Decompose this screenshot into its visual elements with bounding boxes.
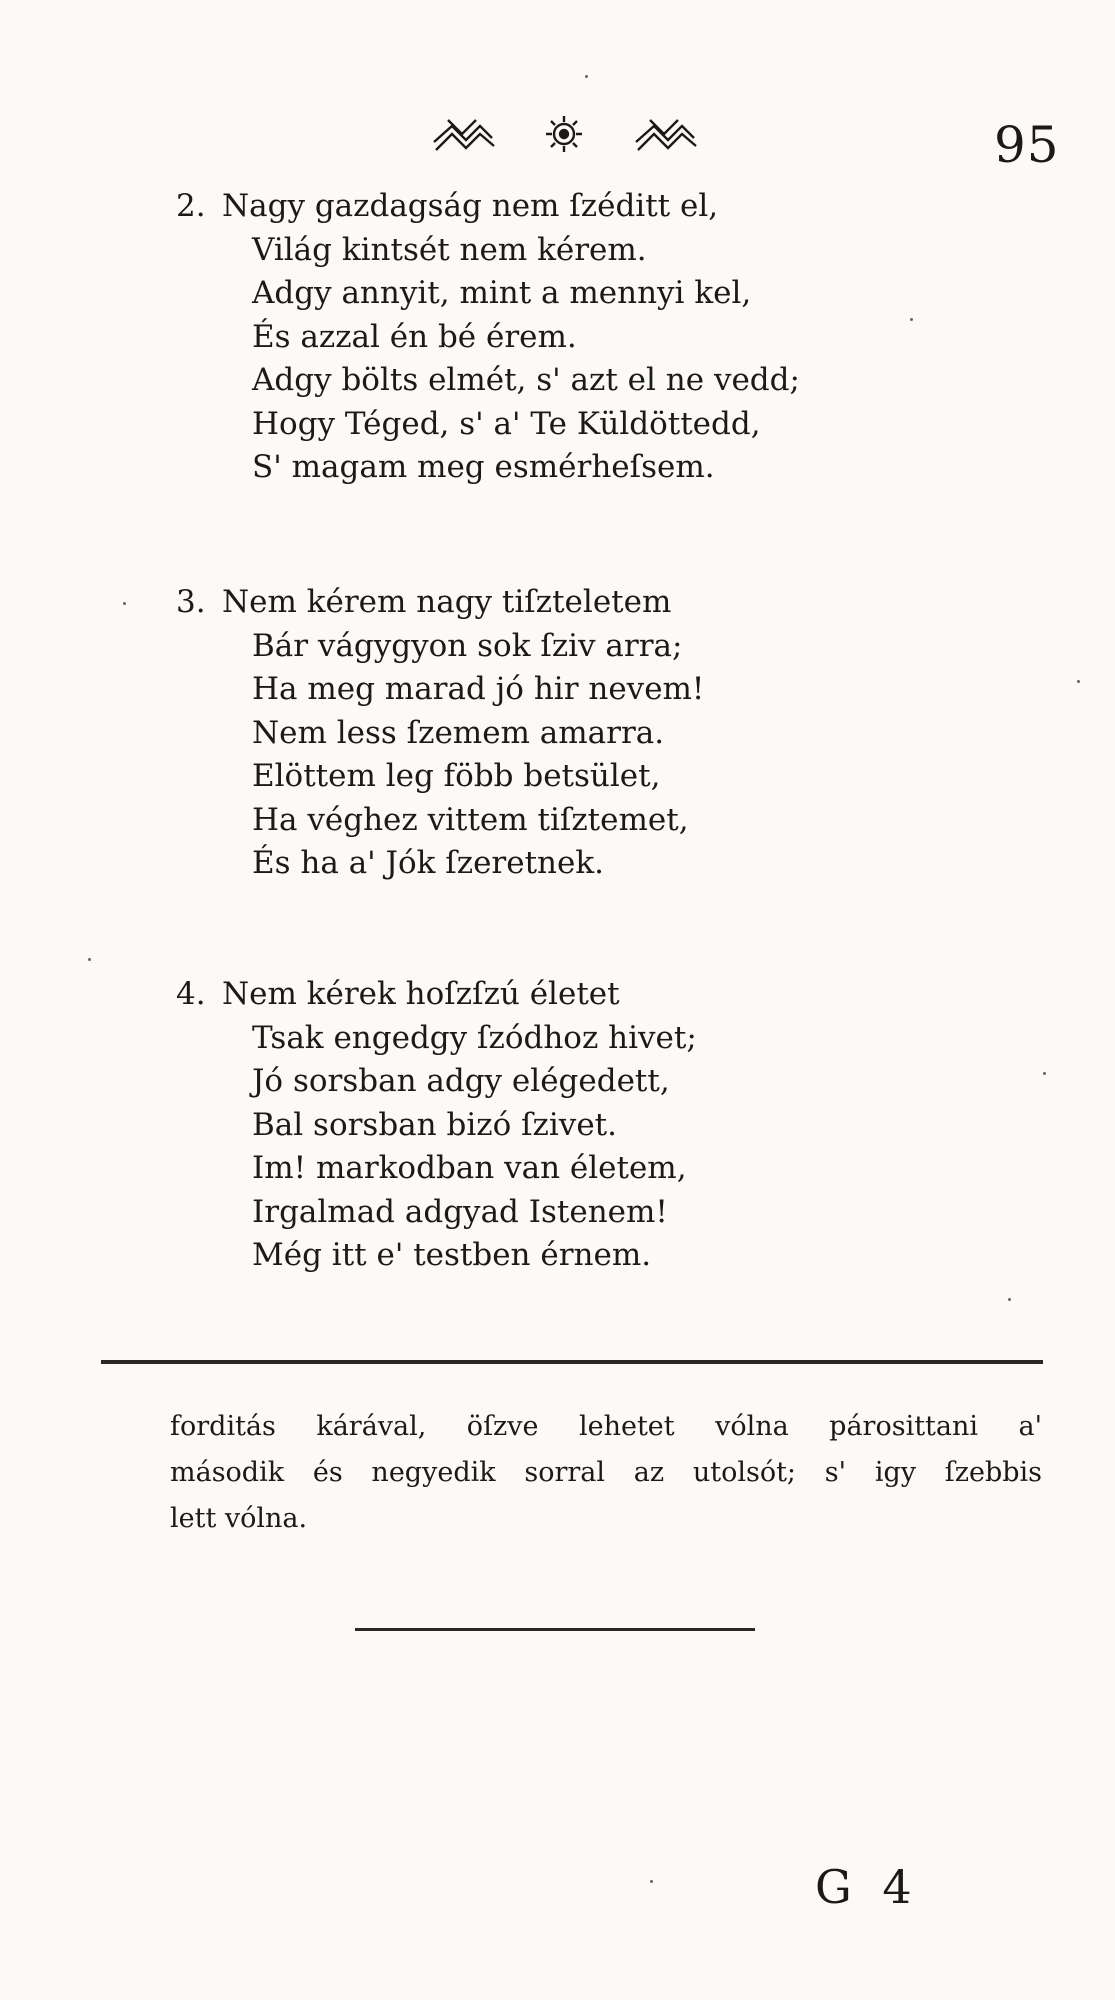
stanza-line: És azzal én bé érem. bbox=[252, 318, 577, 355]
footnote-line: lett vólna. bbox=[170, 1503, 308, 1534]
stanza-line: Jó sorsban adgy elégedett, bbox=[252, 1063, 670, 1099]
stanza-line: 4. Nem kérek hoſzſzú életet bbox=[176, 973, 697, 1017]
stanza-number: 2. bbox=[176, 188, 206, 224]
stanza-2 bbox=[176, 185, 800, 490]
stanza-line: Hogy Téged, s' a' Te Küldöttedd, bbox=[252, 405, 761, 442]
end-divider bbox=[355, 1628, 755, 1631]
page-number: 95 bbox=[994, 116, 1060, 174]
footnote-line: forditás kárával, öſzve lehetet vólna párosittani a' bbox=[170, 1411, 1042, 1442]
stanza-line: Adgy bölts elmét, s' azt el ne vedd; bbox=[252, 362, 800, 398]
stanza-line: Adgy annyit, mint a mennyi kel, bbox=[252, 275, 752, 311]
ornament-right-chevrons bbox=[636, 120, 696, 150]
stanza-line: És ha a' Jók ſzeretnek. bbox=[252, 845, 605, 881]
stanza-line: Ha meg marad jó hir nevem! bbox=[252, 671, 705, 707]
stanza-line: 3. Nem kérem nagy tiſzteletem bbox=[176, 581, 704, 625]
stanza-line: Még itt e' testben érnem. bbox=[252, 1237, 652, 1273]
ornament-center-flower bbox=[546, 116, 582, 152]
footnote-line: második és negyedik sorral az utolsót; s' igy ſzebbis bbox=[170, 1457, 1042, 1488]
stanza-number: 4. bbox=[176, 976, 206, 1012]
stanza-line: Nem less ſzemem amarra. bbox=[252, 714, 665, 751]
ornament-left-chevrons bbox=[434, 120, 494, 150]
stanza-line: Bár vágygyon sok ſziv arra; bbox=[252, 627, 683, 664]
stanza-line: Tsak engedgy ſzódhoz hivet; bbox=[252, 1019, 697, 1056]
stanza-3 bbox=[176, 581, 704, 886]
stanza-line: Bal sorsban bizó ſzivet. bbox=[252, 1106, 617, 1143]
stanza-line: S' magam meg esmérheſsem. bbox=[252, 449, 715, 485]
signature-mark: G 4 bbox=[815, 1860, 920, 1914]
stanza-line: Irgalmad adgyad Istenem! bbox=[252, 1193, 668, 1230]
stanza-number: 3. bbox=[176, 584, 206, 620]
stanza-line: Elöttem leg föbb betsület, bbox=[252, 758, 661, 794]
stanza-line: Ha véghez vittem tiſztemet, bbox=[252, 801, 689, 838]
footnote bbox=[170, 1404, 1042, 1542]
stanza-4 bbox=[176, 973, 697, 1278]
stanza-line: Világ kintsét nem kérem. bbox=[252, 231, 647, 268]
stanza-line: 2. Nagy gazdagság nem ſzéditt el, bbox=[176, 185, 800, 229]
footnote-divider bbox=[101, 1360, 1043, 1364]
decorative-ornament bbox=[428, 112, 700, 156]
stanza-line: Im! markodban van életem, bbox=[252, 1150, 687, 1186]
